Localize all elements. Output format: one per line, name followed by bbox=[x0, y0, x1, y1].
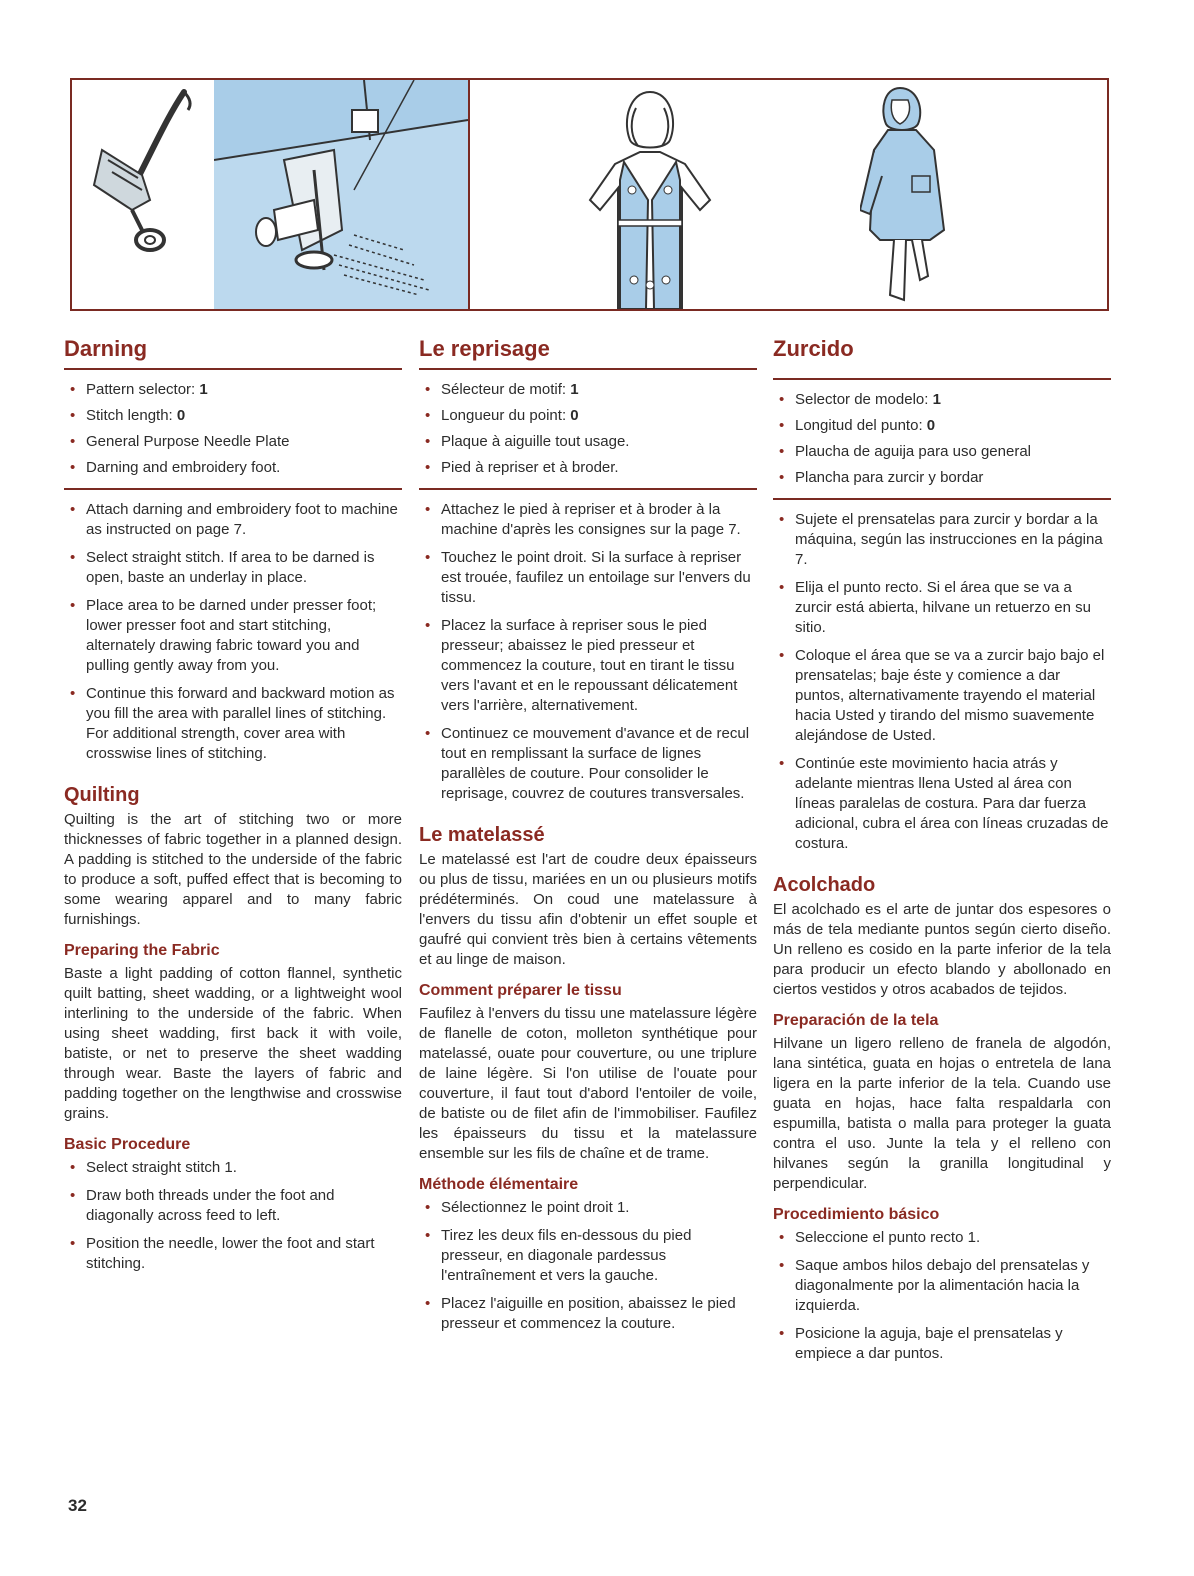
french-column bbox=[419, 334, 757, 1342]
darning-specs bbox=[64, 380, 402, 478]
divider bbox=[773, 378, 1111, 380]
step-item: • Draw both threads under the foot and diagonally across feed to left. bbox=[64, 1186, 402, 1226]
spec-item: • Plaque à aiguille tout usage. bbox=[419, 432, 757, 452]
step-item: • Placez l'aiguille en position, abaissez le pied presseur et commencez la couture. bbox=[419, 1294, 757, 1334]
spec-item: • Pied à repriser et à broder. bbox=[419, 458, 757, 478]
step-item: • Attach darning and embroidery foot to machine as instructed on page 7. bbox=[64, 500, 402, 540]
divider bbox=[64, 488, 402, 490]
divider bbox=[419, 488, 757, 490]
spec-item: • Plancha para zurcir y bordar bbox=[773, 468, 1111, 488]
step-item: • Continúe este movimiento hacia atrás y adelante mientras llena Usted al área con líneas paralelas de costura. Para dar fuerza adicional, cubra el área con líneas cruzadas de costura. bbox=[773, 754, 1111, 854]
step-item: • Seleccione el punto recto 1. bbox=[773, 1228, 1111, 1248]
page-number: 32 bbox=[68, 1496, 87, 1515]
spec-item: • Pattern selector: 1 bbox=[64, 380, 402, 400]
step-item: • Placez la surface à repriser sous le pied presseur; abaissez le pied presseur et commencez la couture, tout en tirant le tissu vers l'avant et en le repoussant délicatement vers l'arrière, alternativement. bbox=[419, 616, 757, 716]
sewing-machine-panel bbox=[214, 80, 470, 309]
illustration-frame bbox=[70, 78, 1109, 311]
basic-steps bbox=[419, 1198, 757, 1334]
basic-steps bbox=[64, 1158, 402, 1274]
step-item: • Select straight stitch. If area to be darned is open, baste an underlay in place. bbox=[64, 548, 402, 588]
spanish-column bbox=[773, 334, 1111, 1372]
spec-item: • General Purpose Needle Plate bbox=[64, 432, 402, 452]
basic-title: Procedimiento básico bbox=[773, 1206, 940, 1223]
step-item: • Coloque el área que se va a zurcir bajo bajo el prensatelas; baje éste y comience a dar puntos, alternativamente trayendo el material hacia Usted y tirando del mismo suavemente alejándose de Usted. bbox=[773, 646, 1111, 746]
darning-steps bbox=[773, 510, 1111, 854]
darning-specs bbox=[773, 390, 1111, 488]
basic-title: Basic Procedure bbox=[64, 1136, 191, 1153]
quilting-title: Quilting bbox=[64, 784, 140, 806]
darning-specs bbox=[419, 380, 757, 478]
darning-title: Zurcido bbox=[773, 336, 854, 361]
divider bbox=[64, 368, 402, 370]
spec-item: • Plaucha de aguija para uso general bbox=[773, 442, 1111, 462]
prep-text: Faufilez à l'envers du tissu une matelassure légère de flanelle de coton, molleton synthétique pour matelassé, ouate pour couverture, ou une triplure de laine légère. Si l'on utilise de l'ouate pour couverture, il faut tout d'abord l'entoiler de voile, de batiste ou de filet afin de l'immobiliser. Faufilez les épaisseurs du tissu et la matelassure ensemble sur les fils de chaîne et de trame. bbox=[419, 1005, 757, 1162]
prep-title: Comment préparer le tissu bbox=[419, 982, 622, 999]
divider bbox=[773, 498, 1111, 500]
step-item: • Touchez le point droit. Si la surface à repriser est trouée, faufilez un entoilage sur l'envers du tissu. bbox=[419, 548, 757, 608]
step-item: • Sélectionnez le point droit 1. bbox=[419, 1198, 757, 1218]
step-item: • Select straight stitch 1. bbox=[64, 1158, 402, 1178]
quilting-text: Le matelassé est l'art de coudre deux épaisseurs ou plus de tissu, mariées en un ou plusieurs motifs prédéterminés. On coud une matelassure à l'envers du tissu afin d'obtenir un effet souple et gaufré qui convient très bien à certains vêtements et au linge de maison. bbox=[419, 851, 757, 968]
spec-item: • Stitch length: 0 bbox=[64, 406, 402, 426]
step-item: • Elija el punto recto. Si el área que se va a zurcir está abierta, hilvane un retuerzo en su sitio. bbox=[773, 578, 1111, 638]
spec-item: • Selector de modelo: 1 bbox=[773, 390, 1111, 410]
quilting-text: El acolchado es el arte de juntar dos espesores o más de tela mediante puntos según cierto diseño. Un relleno es cosido en la parte inferior de la tela para producir un efecto blando y abollonado en ciertos vestidos y otros acabados de tejidos. bbox=[773, 901, 1111, 998]
darning-foot-panel bbox=[72, 80, 216, 309]
darning-steps bbox=[64, 500, 402, 764]
step-item: • Continuez ce mouvement d'avance et de recul tout en remplissant la surface de lignes parallèles de couture. Pour consolider le reprisage, couvrez de coutures transversales. bbox=[419, 724, 757, 804]
prep-text: Baste a light padding of cotton flannel, synthetic quilt batting, sheet wadding, or a lightweight wool interlining to the underside of the fabric. When using sheet wadding, first back it with voile, batiste, or net to preserve the sheet wadding through wear. Baste the layers of fabric and padding together on the lengthwise and crosswise grains. bbox=[64, 965, 402, 1122]
darning-title: Le reprisage bbox=[419, 336, 550, 361]
darning-steps bbox=[419, 500, 757, 804]
step-item: • Posicione la aguja, baje el prensatelas y empiece a dar puntos. bbox=[773, 1324, 1111, 1364]
quilting-title: Acolchado bbox=[773, 874, 876, 896]
step-item: • Place area to be darned under presser foot; lower presser foot and start stitching, alternately drawing fabric toward you and pulling gently away from you. bbox=[64, 596, 402, 676]
prep-title: Preparing the Fabric bbox=[64, 942, 220, 959]
woman-vest-icon bbox=[470, 80, 1107, 309]
prep-title: Preparación de la tela bbox=[773, 1012, 939, 1029]
darning-title: Darning bbox=[64, 336, 148, 361]
basic-steps bbox=[773, 1228, 1111, 1364]
divider bbox=[419, 368, 757, 370]
step-item: • Sujete el prensatelas para zurcir y bordar a la máquina, según las instrucciones en la página 7. bbox=[773, 510, 1111, 570]
prep-text: Hilvane un ligero relleno de franela de algodón, lana sintética, guata en hojas o entretela de lana ligera en la parte inferior de la tela. Cuando use guata en hojas, hace falta respaldarla con espumilla, batista o malla para proteger la guata contra el uso. Junte la tela y el relleno con hilvanes según la granilla longitudinal y perpendicular. bbox=[773, 1035, 1111, 1192]
step-item: • Attachez le pied à repriser et à broder à la machine d'après les consignes sur la page 7. bbox=[419, 500, 757, 540]
quilting-title: Le matelassé bbox=[419, 824, 545, 846]
step-item: • Tirez les deux fils en-dessous du pied presseur, en diagonale pardessus l'entraînement et vers la gauche. bbox=[419, 1226, 757, 1286]
spec-item: • Longitud del punto: 0 bbox=[773, 416, 1111, 436]
spec-item: • Darning and embroidery foot. bbox=[64, 458, 402, 478]
step-item: • Position the needle, lower the foot and start stitching. bbox=[64, 1234, 402, 1274]
quilting-text: Quilting is the art of stitching two or more thicknesses of fabric together in a planned design. A padding is stitched to the underside of the fabric to produce a soft, puffed effect that is becoming to some wearing apparel and to many fabric furnishings. bbox=[64, 811, 402, 928]
basic-title: Méthode élémentaire bbox=[419, 1176, 579, 1193]
english-column bbox=[64, 334, 402, 1282]
step-item: • Saque ambos hilos debajo del prensatelas y diagonalmente por la alimentación hacia la izquierda. bbox=[773, 1256, 1111, 1316]
spec-item: • Longueur du point: 0 bbox=[419, 406, 757, 426]
spec-item: • Sélecteur de motif: 1 bbox=[419, 380, 757, 400]
darning-foot-icon bbox=[72, 80, 214, 309]
sewing-machine-darning-icon bbox=[214, 80, 468, 309]
step-item: • Continue this forward and backward motion as you fill the area with parallel lines of stitching. For additional strength, cover area with crosswise lines of stitching. bbox=[64, 684, 402, 764]
garments-panel bbox=[470, 80, 1107, 309]
child-coat-icon bbox=[860, 80, 980, 309]
